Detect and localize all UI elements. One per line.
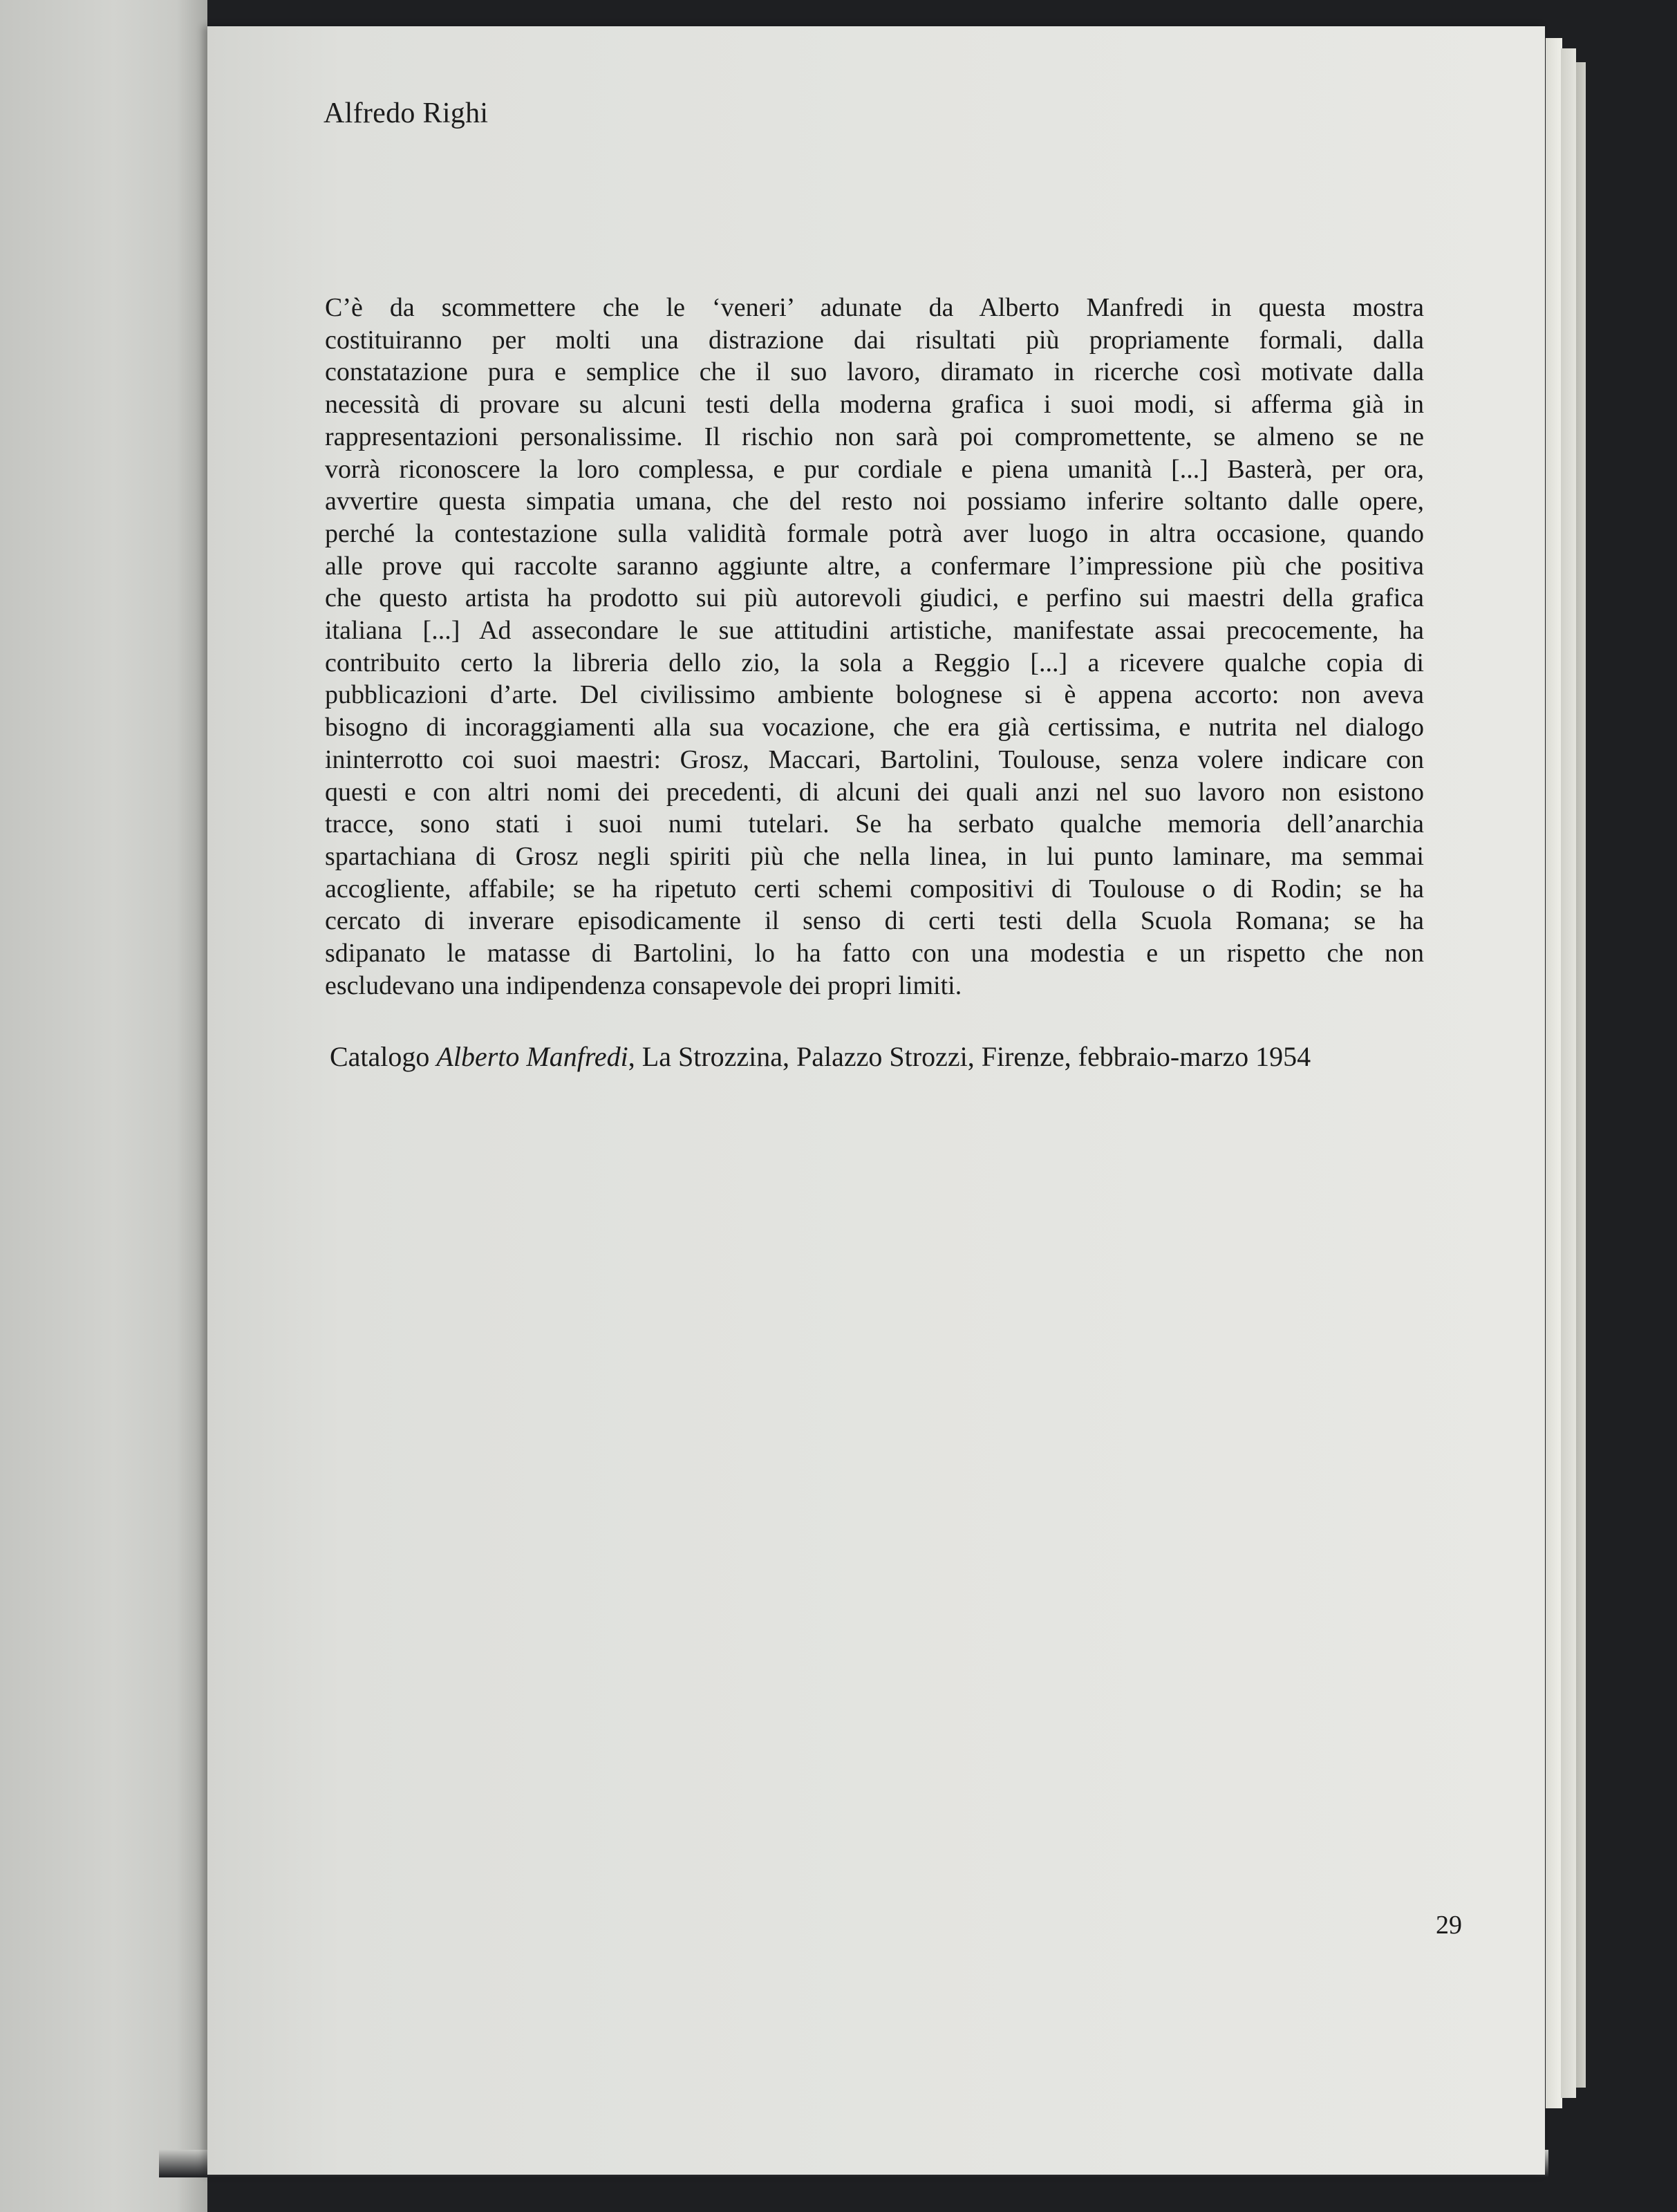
text-line: perché la contestazione sulla validità formale potrà aver luogo in altra occasione, quando	[325, 518, 1424, 548]
text-line: che questo artista ha prodotto sui più autorevoli giudici, e perfino sui maestri della grafica	[325, 583, 1424, 613]
text-line: bisogno di incoraggiamenti alla sua vocazione, che era già certissima, e nutrita nel dialogo	[325, 713, 1424, 742]
text-line: accogliente, affabile; se ha ripetuto certi schemi compositivi di Toulouse o di Rodin; se ha	[325, 874, 1424, 903]
body-paragraph	[325, 292, 1424, 1002]
text-line: costituiranno per molti una distrazione dai risultati più propriamente formali, dalla	[325, 325, 1424, 355]
text-line: C’è da scommettere che le ‘veneri’ adunate da Alberto Manfredi in questa mostra	[325, 293, 1424, 322]
text-line: vorrà riconoscere la loro complessa, e pur cordiale e piena umanità [...] Basterà, per ora,	[325, 454, 1424, 484]
text-line: spartachiana di Grosz negli spiriti più che nella linea, in lui punto laminare, ma semmai	[325, 841, 1424, 871]
text-line: tracce, sono stati i suoi numi tutelari. Se ha serbato qualche memoria dell’anarchia	[325, 809, 1424, 839]
text-line: ininterrotto coi suoi maestri: Grosz, Maccari, Bartolini, Toulouse, senza volere indicare con	[325, 744, 1424, 774]
citation-details: , La Strozzina, Palazzo Strozzi, Firenze, febbraio-marzo 1954	[628, 1041, 1311, 1072]
text-line: italiana [...] Ad assecondare le sue attitudini artistiche, manifestate assai precocemente, ha	[325, 616, 1424, 646]
page-edge	[1561, 48, 1576, 2098]
running-head: Alfredo Righi	[324, 97, 489, 129]
source-citation	[330, 1040, 1436, 1073]
citation-prefix: Catalogo	[330, 1041, 437, 1072]
text-line: constatazione pura e semplice che il suo lavoro, diramato in ricerche così motivate dalla	[325, 357, 1424, 387]
text-line: avvertire questa simpatia umana, che del resto noi possiamo inferire soltanto dalle opere,	[325, 487, 1424, 516]
citation-title: Alberto Manfredi	[436, 1041, 628, 1072]
text-line: questi e con altri nomi dei precedenti, di alcuni dei quali anzi nel suo lavoro non esistono	[325, 777, 1424, 807]
page-number: 29	[1436, 1911, 1462, 1940]
page-edge	[1576, 62, 1586, 2088]
text-line: pubblicazioni d’arte. Del civilissimo ambiente bolognese si è appena accorto: non aveva	[325, 680, 1424, 710]
text-line: rappresentazioni personalissime. Il rischio non sarà poi compromettente, se almeno se ne	[325, 422, 1424, 451]
text-line: alle prove qui raccolte saranno aggiunte altre, a confermare l’impressione più che positiva	[325, 551, 1424, 581]
facing-page	[0, 0, 207, 2212]
text-line: sdipanato le matasse di Bartolini, lo ha fatto con una modestia e un rispetto che non	[325, 939, 1424, 968]
page-edge	[1546, 38, 1562, 2108]
text-line: contribuito certo la libreria dello zio, la sola a Reggio [...] a ricevere qualche copia di	[325, 648, 1424, 677]
text-line: escludevano una indipendenza consapevole dei propri limiti.	[325, 971, 962, 1000]
text-line: necessità di provare su alcuni testi della moderna grafica i suoi modi, si afferma già in	[325, 390, 1424, 420]
text-line: cercato di inverare episodicamente il senso di certi testi della Scuola Romana; se ha	[325, 906, 1424, 936]
